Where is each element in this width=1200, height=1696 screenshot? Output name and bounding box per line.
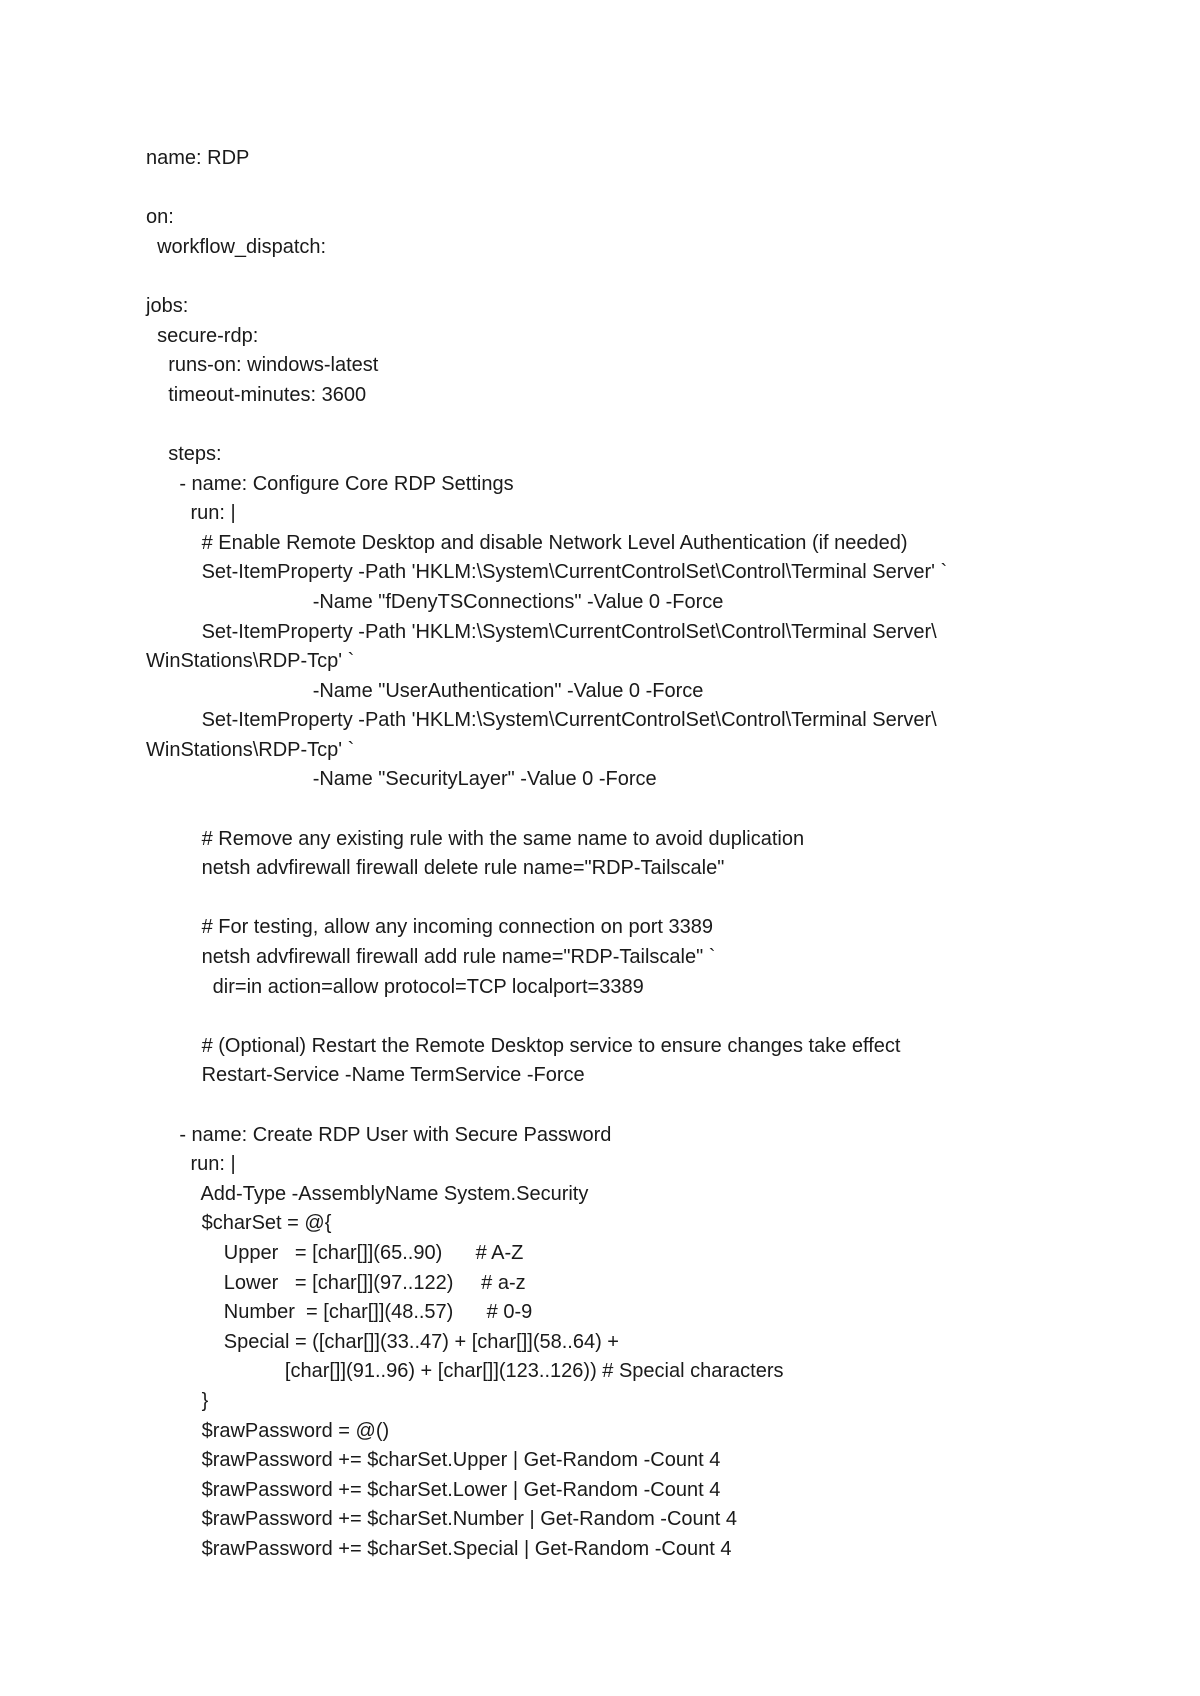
code-line: $rawPassword += $charSet.Upper | Get-Random -Count 4 <box>146 1449 721 1472</box>
code-line: WinStations\RDP-Tcp' ` <box>146 650 355 673</box>
code-line <box>146 1091 1086 1121</box>
code-line: steps: <box>146 442 222 465</box>
code-line: $rawPassword += $charSet.Lower | Get-Random -Count 4 <box>146 1478 721 1501</box>
code-line <box>146 410 1086 440</box>
code-line: runs-on: windows-latest <box>146 354 379 377</box>
code-line <box>146 1002 1086 1032</box>
code-line: WinStations\RDP-Tcp' ` <box>146 738 355 761</box>
code-line: Special = ([char[]](33..47) + [char[]](58..64) + <box>146 1330 619 1353</box>
code-line <box>146 174 1086 204</box>
code-line: Number = [char[]](48..57) # 0-9 <box>146 1301 533 1324</box>
code-line: Set-ItemProperty -Path 'HKLM:\System\CurrentControlSet\Control\Terminal Server\ <box>146 709 937 732</box>
code-line: -Name "UserAuthentication" -Value 0 -Force <box>146 679 704 702</box>
code-line: -Name "fDenyTSConnections" -Value 0 -Force <box>146 590 724 613</box>
code-line: # Enable Remote Desktop and disable Network Level Authentication (if needed) <box>146 531 908 554</box>
code-line: run: | <box>146 1153 236 1176</box>
code-document <box>146 144 1086 1565</box>
code-line <box>146 884 1086 914</box>
code-line: -Name "SecurityLayer" -Value 0 -Force <box>146 768 657 791</box>
code-line: Set-ItemProperty -Path 'HKLM:\System\CurrentControlSet\Control\Terminal Server\ <box>146 620 937 643</box>
code-line: Add-Type -AssemblyName System.Security <box>146 1182 589 1205</box>
code-line: netsh advfirewall firewall delete rule name="RDP-Tailscale" <box>146 857 725 880</box>
code-line <box>146 795 1086 825</box>
code-line: Restart-Service -Name TermService -Force <box>146 1064 585 1087</box>
code-line: on: <box>146 206 174 229</box>
code-line: dir=in action=allow protocol=TCP localport=3389 <box>146 975 644 998</box>
code-line: [char[]](91..96) + [char[]](123..126)) # Special characters <box>146 1360 784 1383</box>
code-line: } <box>146 1389 209 1412</box>
code-line: $rawPassword = @() <box>146 1419 390 1442</box>
code-line: - name: Configure Core RDP Settings <box>146 472 514 495</box>
code-line: netsh advfirewall firewall add rule name="RDP-Tailscale" ` <box>146 946 716 969</box>
code-line: $charSet = @{ <box>146 1212 332 1235</box>
code-line: $rawPassword += $charSet.Number | Get-Random -Count 4 <box>146 1508 738 1531</box>
code-line: # (Optional) Restart the Remote Desktop service to ensure changes take effect <box>146 1034 901 1057</box>
code-line: run: | <box>146 502 236 525</box>
code-line: Set-ItemProperty -Path 'HKLM:\System\CurrentControlSet\Control\Terminal Server' ` <box>146 561 948 584</box>
code-line: secure-rdp: <box>146 324 259 347</box>
code-line <box>146 262 1086 292</box>
code-line: $rawPassword += $charSet.Special | Get-Random -Count 4 <box>146 1537 732 1560</box>
code-line: Lower = [char[]](97..122) # a-z <box>146 1271 526 1294</box>
code-line: - name: Create RDP User with Secure Password <box>146 1123 612 1146</box>
code-line: jobs: <box>146 294 189 317</box>
code-line: workflow_dispatch: <box>146 235 327 258</box>
code-line: # For testing, allow any incoming connection on port 3389 <box>146 916 713 939</box>
code-line: timeout-minutes: 3600 <box>146 383 367 406</box>
code-line: Upper = [char[]](65..90) # A-Z <box>146 1241 524 1264</box>
code-line: name: RDP <box>146 147 250 169</box>
code-line: # Remove any existing rule with the same name to avoid duplication <box>146 827 805 850</box>
